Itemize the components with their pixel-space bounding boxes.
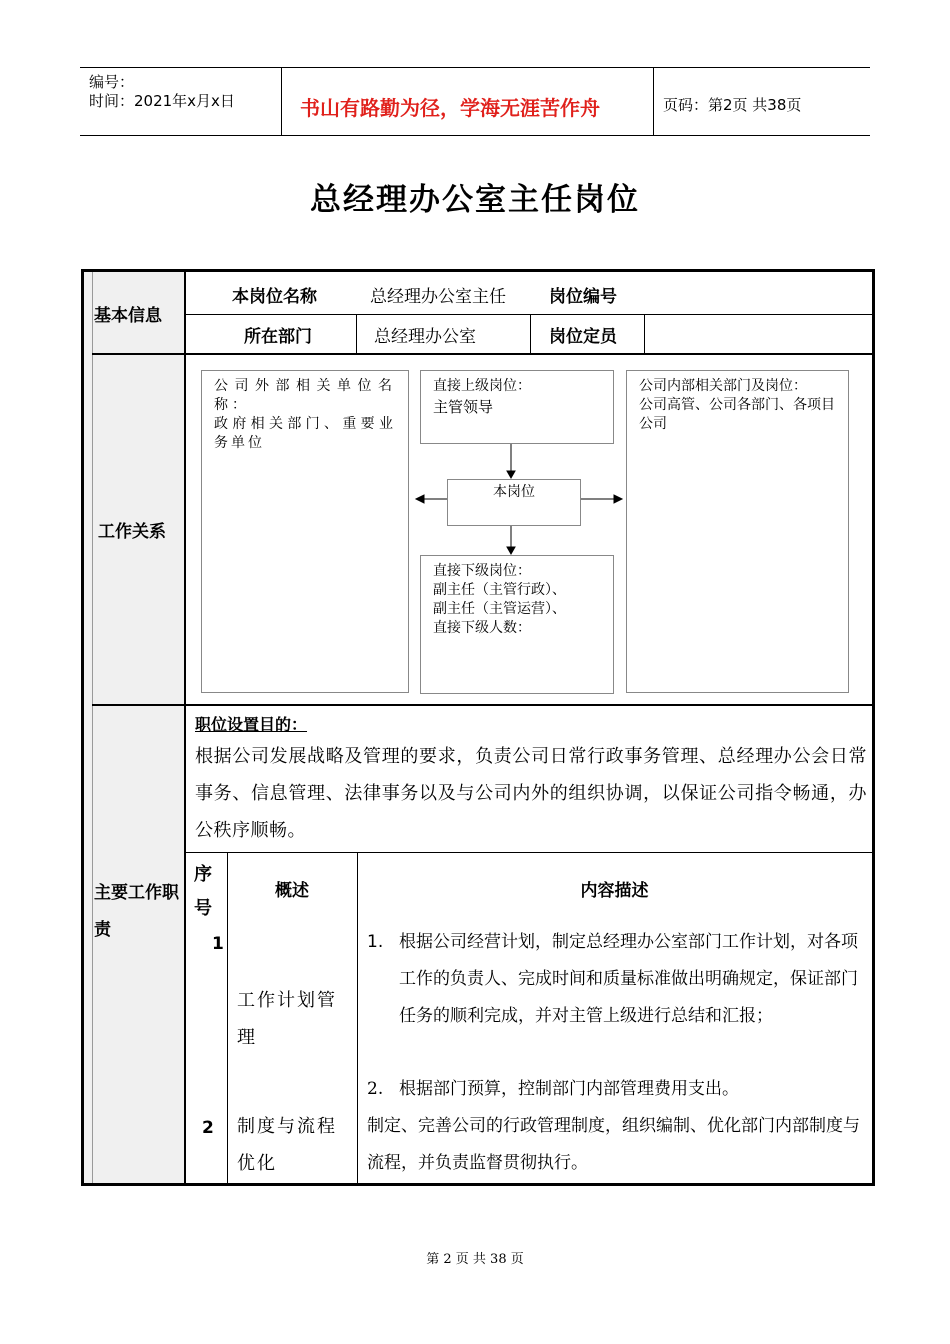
self-position-label: 本岗位 <box>493 484 535 500</box>
position-code-label: 岗位编号 <box>549 287 617 307</box>
department-value: 总经理办公室 <box>374 327 476 347</box>
header-code-label: 编号： <box>89 73 135 91</box>
col-header-summary: 概述 <box>275 881 309 901</box>
duty-seq: 1 <box>212 934 224 954</box>
subordinate-title: 直接下级岗位： <box>433 563 531 579</box>
duty-item-text: 根据部门预算，控制部门内部管理费用支出。 <box>399 1079 739 1099</box>
purpose-text: 根据公司发展战略及管理的要求，负责公司日常行政事务管理、总经理办公会日常事务、信息管理、法律事务以及与公司内外的组织协调，以保证公司指令畅通，办公秩序顺畅。 <box>195 746 867 841</box>
duty-item-number: 1. <box>367 932 384 952</box>
header-page-info: 页码：第2页 共38页 <box>663 96 802 114</box>
internal-depts-title: 公司内部相关部门及岗位： <box>639 378 807 394</box>
department-label: 所在部门 <box>244 327 312 347</box>
header-divider-right <box>653 67 654 136</box>
duty-seq: 2 <box>202 1118 214 1138</box>
arrowhead <box>507 547 515 554</box>
external-units-title: 公司外部相关单位名称： <box>214 378 396 413</box>
superior-value: 主管领导 <box>433 398 494 416</box>
arrowhead <box>507 471 515 478</box>
job-description-table <box>81 269 875 1186</box>
external-units-value: 政府相关部门、重要业务单位 <box>214 416 396 451</box>
duty-item <box>367 1071 867 1108</box>
internal-depts-value: 公司高管、公司各部门、各项目公司 <box>639 397 835 432</box>
subordinate-line: 副主任（主管行政）、 <box>433 582 566 598</box>
header-bottom-rule <box>80 135 870 136</box>
position-name-value: 总经理办公室主任 <box>370 287 506 307</box>
header-top-rule <box>80 67 870 68</box>
position-name-label: 本岗位名称 <box>232 287 317 307</box>
duty-col-rule-1 <box>227 852 228 1186</box>
duty-item-number: 2. <box>367 1079 384 1099</box>
section-label-basic-info: 基本信息 <box>94 306 162 326</box>
section-label-duties: 主要工作职责 <box>94 883 179 940</box>
row-rule-relations-end <box>92 704 872 706</box>
arrowhead <box>614 495 622 503</box>
duty-col-rule-2 <box>357 852 358 1186</box>
page-footer: 第 2 页 共 38 页 <box>426 1252 524 1267</box>
col-header-seq: 序号 <box>194 864 212 919</box>
duty-text: 制定、完善公司的行政管理制度，组织编制、优化部门内部制度与流程，并负责监督贯彻执行。 <box>367 1116 860 1173</box>
subordinate-line: 副主任（主管运营）、 <box>433 601 566 617</box>
col-header-content: 内容描述 <box>580 881 649 901</box>
duty-summary: 制度与流程优化 <box>237 1116 337 1174</box>
section-label-work-relations: 工作关系 <box>98 522 166 542</box>
header-motto: 书山有路勤为径，学海无涯苦作舟 <box>300 96 600 120</box>
row-rule-purpose-end <box>184 852 872 853</box>
arrowhead <box>416 495 424 503</box>
headcount-label: 岗位定员 <box>549 327 617 347</box>
header-divider-left <box>281 67 282 136</box>
header-date-label: 时间：2021年x月x日 <box>89 92 235 110</box>
page-title: 总经理办公室主任岗位 <box>310 182 640 218</box>
duty-item-text: 根据公司经营计划，制定总经理办公室部门工作计划，对各项工作的负责人、完成时间和质量标准做出明确规定，保证部门任务的顺利完成，并对主管上级进行总结和汇报； <box>399 932 858 1026</box>
purpose-title: 职位设置目的： <box>195 715 308 734</box>
subordinate-line: 直接下级人数： <box>433 620 531 636</box>
duty-item <box>367 924 867 1035</box>
relation-arrows <box>84 272 872 702</box>
duty-summary: 工作计划管理 <box>237 990 337 1048</box>
superior-title: 直接上级岗位： <box>433 378 531 394</box>
